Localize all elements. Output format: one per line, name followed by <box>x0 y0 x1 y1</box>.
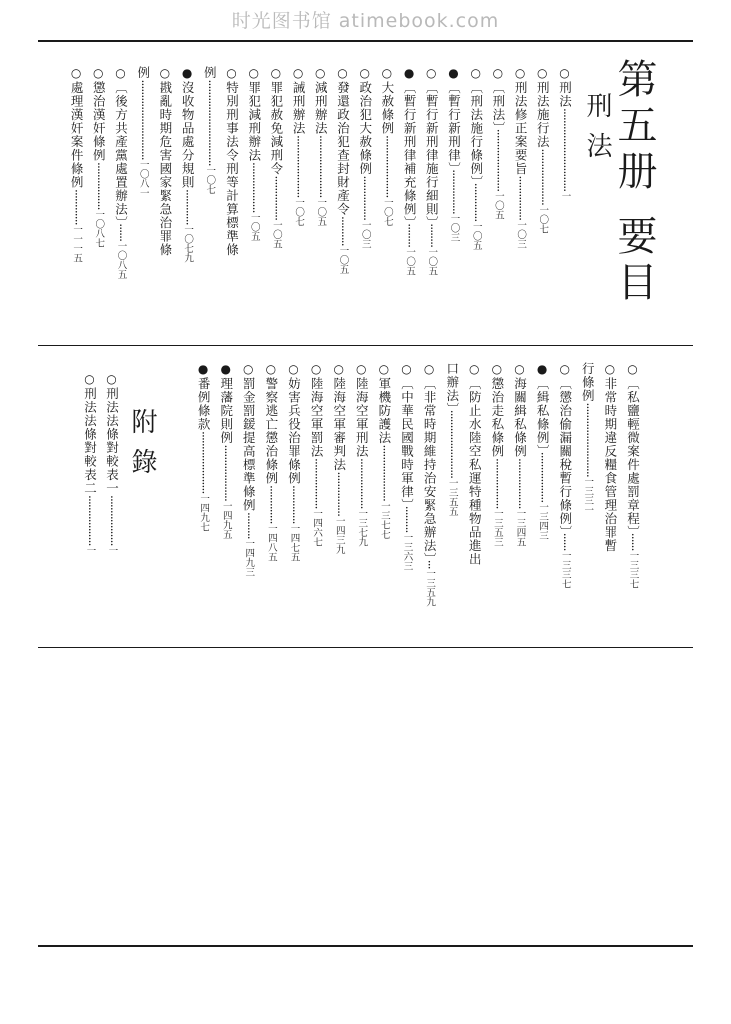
circle-icon: ○ <box>513 66 528 81</box>
toc-entry-page: 一 <box>559 191 571 201</box>
toc-entry-title: 警察逃亡懲治條例 <box>263 377 279 485</box>
toc-entry-title: 〔中華民國戰時軍律〕 <box>399 377 415 506</box>
toc-entry <box>136 66 149 318</box>
toc-entry <box>225 66 238 318</box>
leader-dots: ······················· <box>444 409 460 479</box>
toc-entry-page: 一〇五 <box>270 220 282 249</box>
toc-entry <box>242 362 255 624</box>
circle-icon: ○ <box>602 362 617 377</box>
toc-entry-title: 刑法修正案要旨 <box>513 81 529 176</box>
toc-entry-page: 一三四三 <box>537 502 549 541</box>
leader-dots: ···························· <box>557 108 573 192</box>
leader-dots: ··············· <box>357 175 373 221</box>
leader-dots: ········· <box>399 505 415 533</box>
circle-icon: ○ <box>263 362 278 377</box>
leader-dots: ················· <box>354 458 370 509</box>
toc-entry <box>219 362 232 624</box>
toc-entry <box>513 362 526 624</box>
leader-dots: ················· <box>246 162 262 213</box>
circle-icon: ○ <box>69 66 84 81</box>
toc-entry <box>536 362 549 624</box>
toc-entry-title: 〔暫行新刑律補充條例〕 <box>402 81 418 224</box>
circle-icon: ○ <box>291 66 306 81</box>
circle-icon: ○ <box>157 66 172 81</box>
toc-entry <box>358 66 371 318</box>
circle-icon: ○ <box>625 362 640 377</box>
circle-icon: ○ <box>331 362 346 377</box>
toc-entry <box>558 66 571 318</box>
toc-entry-title: 懲治漢奸條例 <box>91 81 107 162</box>
circle-icon: ○ <box>82 372 97 387</box>
toc-entry-title: 軍機防護法 <box>376 377 392 445</box>
leader-dots: ··············· <box>331 471 347 517</box>
toc-entry <box>158 66 171 318</box>
toc-entry-page: 一一一五 <box>71 224 83 263</box>
toc-entry-title: 〔後方共產黨處置辦法〕 <box>113 81 129 224</box>
toc-entry <box>247 66 260 318</box>
toc-entry-title: 海關緝私條例 <box>512 377 528 458</box>
toc-entry <box>626 362 639 624</box>
circle-icon: ○ <box>467 362 482 377</box>
toc-entry <box>603 362 616 624</box>
toc-entry <box>310 362 323 624</box>
toc-entry-title: 〔非常時期維持治安緊急辦法〕 <box>422 377 438 560</box>
toc-entry-page: 一三四五 <box>514 508 526 547</box>
toc-entry <box>423 362 436 624</box>
toc-entry-title: 誡刑辦法 <box>291 81 307 135</box>
toc-entry-title: 沒收物品處分規則 <box>180 81 196 189</box>
leader-dots: ······ <box>625 532 641 551</box>
leader-dots: ·········· <box>335 216 351 246</box>
toc-entry <box>114 66 127 318</box>
toc-entry-page: 一 <box>106 545 118 556</box>
toc-entry-title: 刑法法條對較表二 <box>82 387 98 495</box>
leader-dots: ············ <box>180 189 196 225</box>
appendix-title: 附錄 <box>127 408 157 488</box>
toc-entry <box>491 66 504 318</box>
toc-entry <box>264 362 277 624</box>
leader-dots: ······ <box>113 223 129 242</box>
toc-entry <box>336 66 349 318</box>
circle-icon: ○ <box>357 66 372 81</box>
toc-entry <box>203 66 216 318</box>
toc-entry-title: 〔防止水陸空私運特種物品進出 <box>467 377 483 566</box>
toc-entry-page: 一四九三 <box>243 538 255 577</box>
circle-icon: ○ <box>557 362 572 377</box>
toc-entry-page: 一〇八一 <box>137 159 149 198</box>
page-title: 第五册 要目 <box>611 58 657 307</box>
leader-dots: ························· <box>580 402 596 477</box>
toc-entry-title: 非常時期違反糧食管理治罪暫 <box>602 377 618 553</box>
toc-entry <box>70 66 83 318</box>
toc-entry-page: 一四九七 <box>198 493 210 532</box>
circle-icon: ○ <box>313 66 328 81</box>
toc-entry-page: 一〇七 <box>293 197 305 226</box>
toc-entry-title: 戡亂時期危害國家緊急治罪條 <box>157 81 173 257</box>
circle-icon: ○ <box>379 66 394 81</box>
toc-entry <box>181 66 194 318</box>
toc-entry-page: 一〇五 <box>404 247 416 276</box>
leader-dots: ··················· <box>218 444 234 501</box>
toc-entry <box>269 66 282 318</box>
toc-entry <box>105 372 118 624</box>
leader-dots: ····················· <box>313 135 329 198</box>
toc-entry-title: 大赦條例 <box>379 81 395 135</box>
circle-icon: ○ <box>535 66 550 81</box>
toc-entry-page: 一三三七 <box>627 550 639 589</box>
leader-dots: ····················· <box>379 135 395 198</box>
bottom-rule <box>38 945 693 947</box>
circle-icon: ○ <box>113 66 128 81</box>
toc-entry-page: 一〇五 <box>426 247 438 276</box>
toc-entry-title: 〔刑法施行條例〕 <box>468 81 484 183</box>
leader-dots: ················· <box>104 495 120 546</box>
leader-dots: ··············· <box>268 175 284 221</box>
filled-circle-icon: ● <box>535 362 550 377</box>
filled-circle-icon: ● <box>196 362 211 377</box>
leader-dots: ··· <box>422 559 438 569</box>
top-rule <box>38 40 693 42</box>
toc-entry-title: 理藩院則例 <box>218 377 234 445</box>
circle-icon: ○ <box>354 362 369 377</box>
toc-entry-page: 一三六三 <box>401 532 413 571</box>
toc-entry <box>536 66 549 318</box>
toc-entry-title: 刑法法條對較表一 <box>104 387 120 495</box>
toc-entry <box>445 362 458 624</box>
toc-entry-page: 一三五三 <box>491 508 503 547</box>
toc-entry-page: 一〇七 <box>204 165 216 195</box>
circle-icon: ○ <box>309 362 324 377</box>
toc-entry <box>403 66 416 318</box>
toc-entry-title: 政治犯大赦條例 <box>357 81 373 176</box>
lower-rule <box>38 647 693 648</box>
leader-dots: ················· <box>489 458 505 509</box>
filled-circle-icon: ● <box>402 66 417 81</box>
toc-entry-title: 〔暫行新刑律〕 <box>446 81 462 170</box>
middle-rule <box>38 345 693 346</box>
leader-dots: ············· <box>263 485 279 524</box>
toc-entry-title: 罰金罰鍰提高標準條例 <box>241 377 257 512</box>
toc-entry-title: 例 <box>202 66 218 80</box>
toc-entry-title: 刑法施行法 <box>535 81 551 149</box>
toc-entry-title: 特別刑事法令刑等計算標準條 <box>224 81 240 257</box>
leader-dots: ················· <box>309 458 325 509</box>
leader-dots: ············· <box>286 485 302 524</box>
toc-entry <box>581 362 594 624</box>
toc-entry-title: 陸海空軍罰法 <box>309 377 325 458</box>
circle-icon: ○ <box>335 66 350 81</box>
toc-entry-title: 〔懲治偷漏關稅暫行條例〕 <box>557 377 573 533</box>
toc-entry-page: 一三七七 <box>378 501 390 539</box>
leader-dots: ····················· <box>490 128 506 192</box>
circle-icon: ○ <box>512 362 527 377</box>
toc-entry-page: 一 <box>84 545 96 556</box>
toc-entry <box>514 66 527 318</box>
toc-entry-title: 例 <box>135 66 151 80</box>
toc-entry-title: 陸海空軍審判法 <box>331 377 347 472</box>
toc-entry-page: 一〇五 <box>248 212 260 242</box>
circle-icon: ○ <box>241 362 256 377</box>
toc-entry-page: 一四八五 <box>265 523 277 562</box>
leader-dots: ················· <box>82 495 98 546</box>
toc-entry-title: 妨害兵役治罪條例 <box>286 377 302 485</box>
leader-dots: ····················· <box>196 431 212 494</box>
toc-entry-page: 一〇五 <box>315 197 327 226</box>
toc-entry-page: 一〇五 <box>492 191 504 220</box>
toc-entry-title: 〔刑法〕 <box>490 81 506 129</box>
leader-dots: ······ <box>557 532 573 551</box>
circle-icon: ○ <box>104 372 119 387</box>
section-title: 刑法 <box>582 92 612 172</box>
circle-icon: ○ <box>224 66 239 81</box>
circle-icon: ○ <box>286 362 301 377</box>
leader-dots: ········ <box>424 223 440 248</box>
leader-dots: ··············· <box>446 169 462 214</box>
watermark-text: 时光图书馆 atimebook.com <box>231 10 500 32</box>
toc-entry-page: 一〇八七 <box>93 209 105 248</box>
toc-entry-title: 番例條款 <box>196 377 212 431</box>
toc-entry-page: 一〇五 <box>470 221 482 250</box>
toc-entry-page: 一四九五 <box>220 501 232 539</box>
leader-dots: ····················· <box>291 135 307 198</box>
toc-entry-title: 行條例 <box>580 362 596 403</box>
toc-entry-title: 陸海空軍刑法 <box>354 377 370 458</box>
toc-entry-title: 發還政治犯查封財產令 <box>335 81 351 216</box>
toc-entry-page: 一〇八五 <box>115 241 127 280</box>
toc-entry-page: 一〇七 <box>381 197 393 226</box>
circle-icon: ○ <box>490 66 505 81</box>
toc-entry-page: 一三三一 <box>582 476 594 515</box>
toc-entry-title: 減刑辦法 <box>313 81 329 135</box>
filled-circle-icon: ● <box>446 66 461 81</box>
toc-entry-page: 一〇三 <box>359 220 371 249</box>
toc-entry-page: 一四三九 <box>333 516 345 555</box>
circle-icon: ○ <box>422 362 437 377</box>
toc-entry <box>355 362 368 624</box>
leader-dots: ················· <box>512 458 528 509</box>
toc-entry-title: 口辦法〕 <box>444 362 460 410</box>
leader-dots: ····························· <box>202 79 218 166</box>
toc-entry <box>197 362 210 624</box>
toc-entry-page: 一〇七 <box>537 205 549 234</box>
toc-entry-page: 一三五九 <box>424 568 436 607</box>
leader-dots: ········· <box>241 512 257 539</box>
circle-icon: ○ <box>268 66 283 81</box>
circle-icon: ○ <box>489 362 504 377</box>
leader-dots: ················ <box>91 162 107 210</box>
toc-entry <box>92 66 105 318</box>
toc-entry-title: 處理漢奸案件條例 <box>69 81 85 189</box>
toc-entry-page: 一三七九 <box>356 508 368 547</box>
toc-entry <box>292 66 305 318</box>
circle-icon: ○ <box>424 66 439 81</box>
toc-entry-title: 〔暫行新刑律施行細則〕 <box>424 81 440 224</box>
circle-icon: ○ <box>557 66 572 81</box>
toc-entry-title: 〔私鹽輕微案件處罰章程〕 <box>625 377 641 533</box>
toc-entry-title: 〔緝私條例〕 <box>535 377 551 452</box>
toc-entry <box>332 362 345 624</box>
circle-icon: ○ <box>246 66 261 81</box>
circle-icon: ○ <box>399 362 414 377</box>
leader-dots: ··························· <box>135 79 151 160</box>
filled-circle-icon: ● <box>218 362 233 377</box>
toc-entry-title: 罪犯赦免減刑令 <box>268 81 284 176</box>
toc-entry-page: 一〇七九 <box>182 224 194 263</box>
toc-entry-page: 一〇三 <box>515 220 527 249</box>
toc-entry <box>377 362 390 624</box>
toc-entry <box>380 66 393 318</box>
toc-entry-page: 一〇五 <box>337 245 349 275</box>
toc-entry <box>447 66 460 318</box>
toc-entry-page: 一〇三 <box>448 213 460 243</box>
toc-entry-title: 懲治走私條例 <box>489 377 505 458</box>
toc-entry-page: 一三三七 <box>559 550 571 589</box>
toc-entry <box>469 66 482 318</box>
toc-entry <box>83 372 96 624</box>
filled-circle-icon: ● <box>180 66 195 81</box>
leader-dots: ··············· <box>513 175 529 221</box>
circle-icon: ○ <box>468 66 483 81</box>
toc-entry <box>400 362 413 624</box>
toc-entry-title: 罪犯減刑辦法 <box>246 81 262 162</box>
circle-icon: ○ <box>91 66 106 81</box>
toc-entry <box>490 362 503 624</box>
toc-entry-title: 刑法 <box>557 81 573 108</box>
toc-entry <box>558 362 571 624</box>
toc-entry <box>425 66 438 318</box>
leader-dots: ········ <box>402 223 418 248</box>
leader-dots: ··················· <box>376 444 392 501</box>
toc-entry <box>287 362 300 624</box>
toc-entry-page: 一四六七 <box>311 508 323 547</box>
leader-dots: ··················· <box>535 148 551 205</box>
toc-entry <box>314 66 327 318</box>
leader-dots: ············ <box>69 189 85 225</box>
toc-entry-page: 一三五五 <box>446 478 458 517</box>
toc-entry-page: 一四七五 <box>288 523 300 562</box>
toc-entry <box>468 362 481 624</box>
leader-dots: ············· <box>468 182 484 222</box>
circle-icon: ○ <box>376 362 391 377</box>
leader-dots: ················· <box>535 451 551 503</box>
